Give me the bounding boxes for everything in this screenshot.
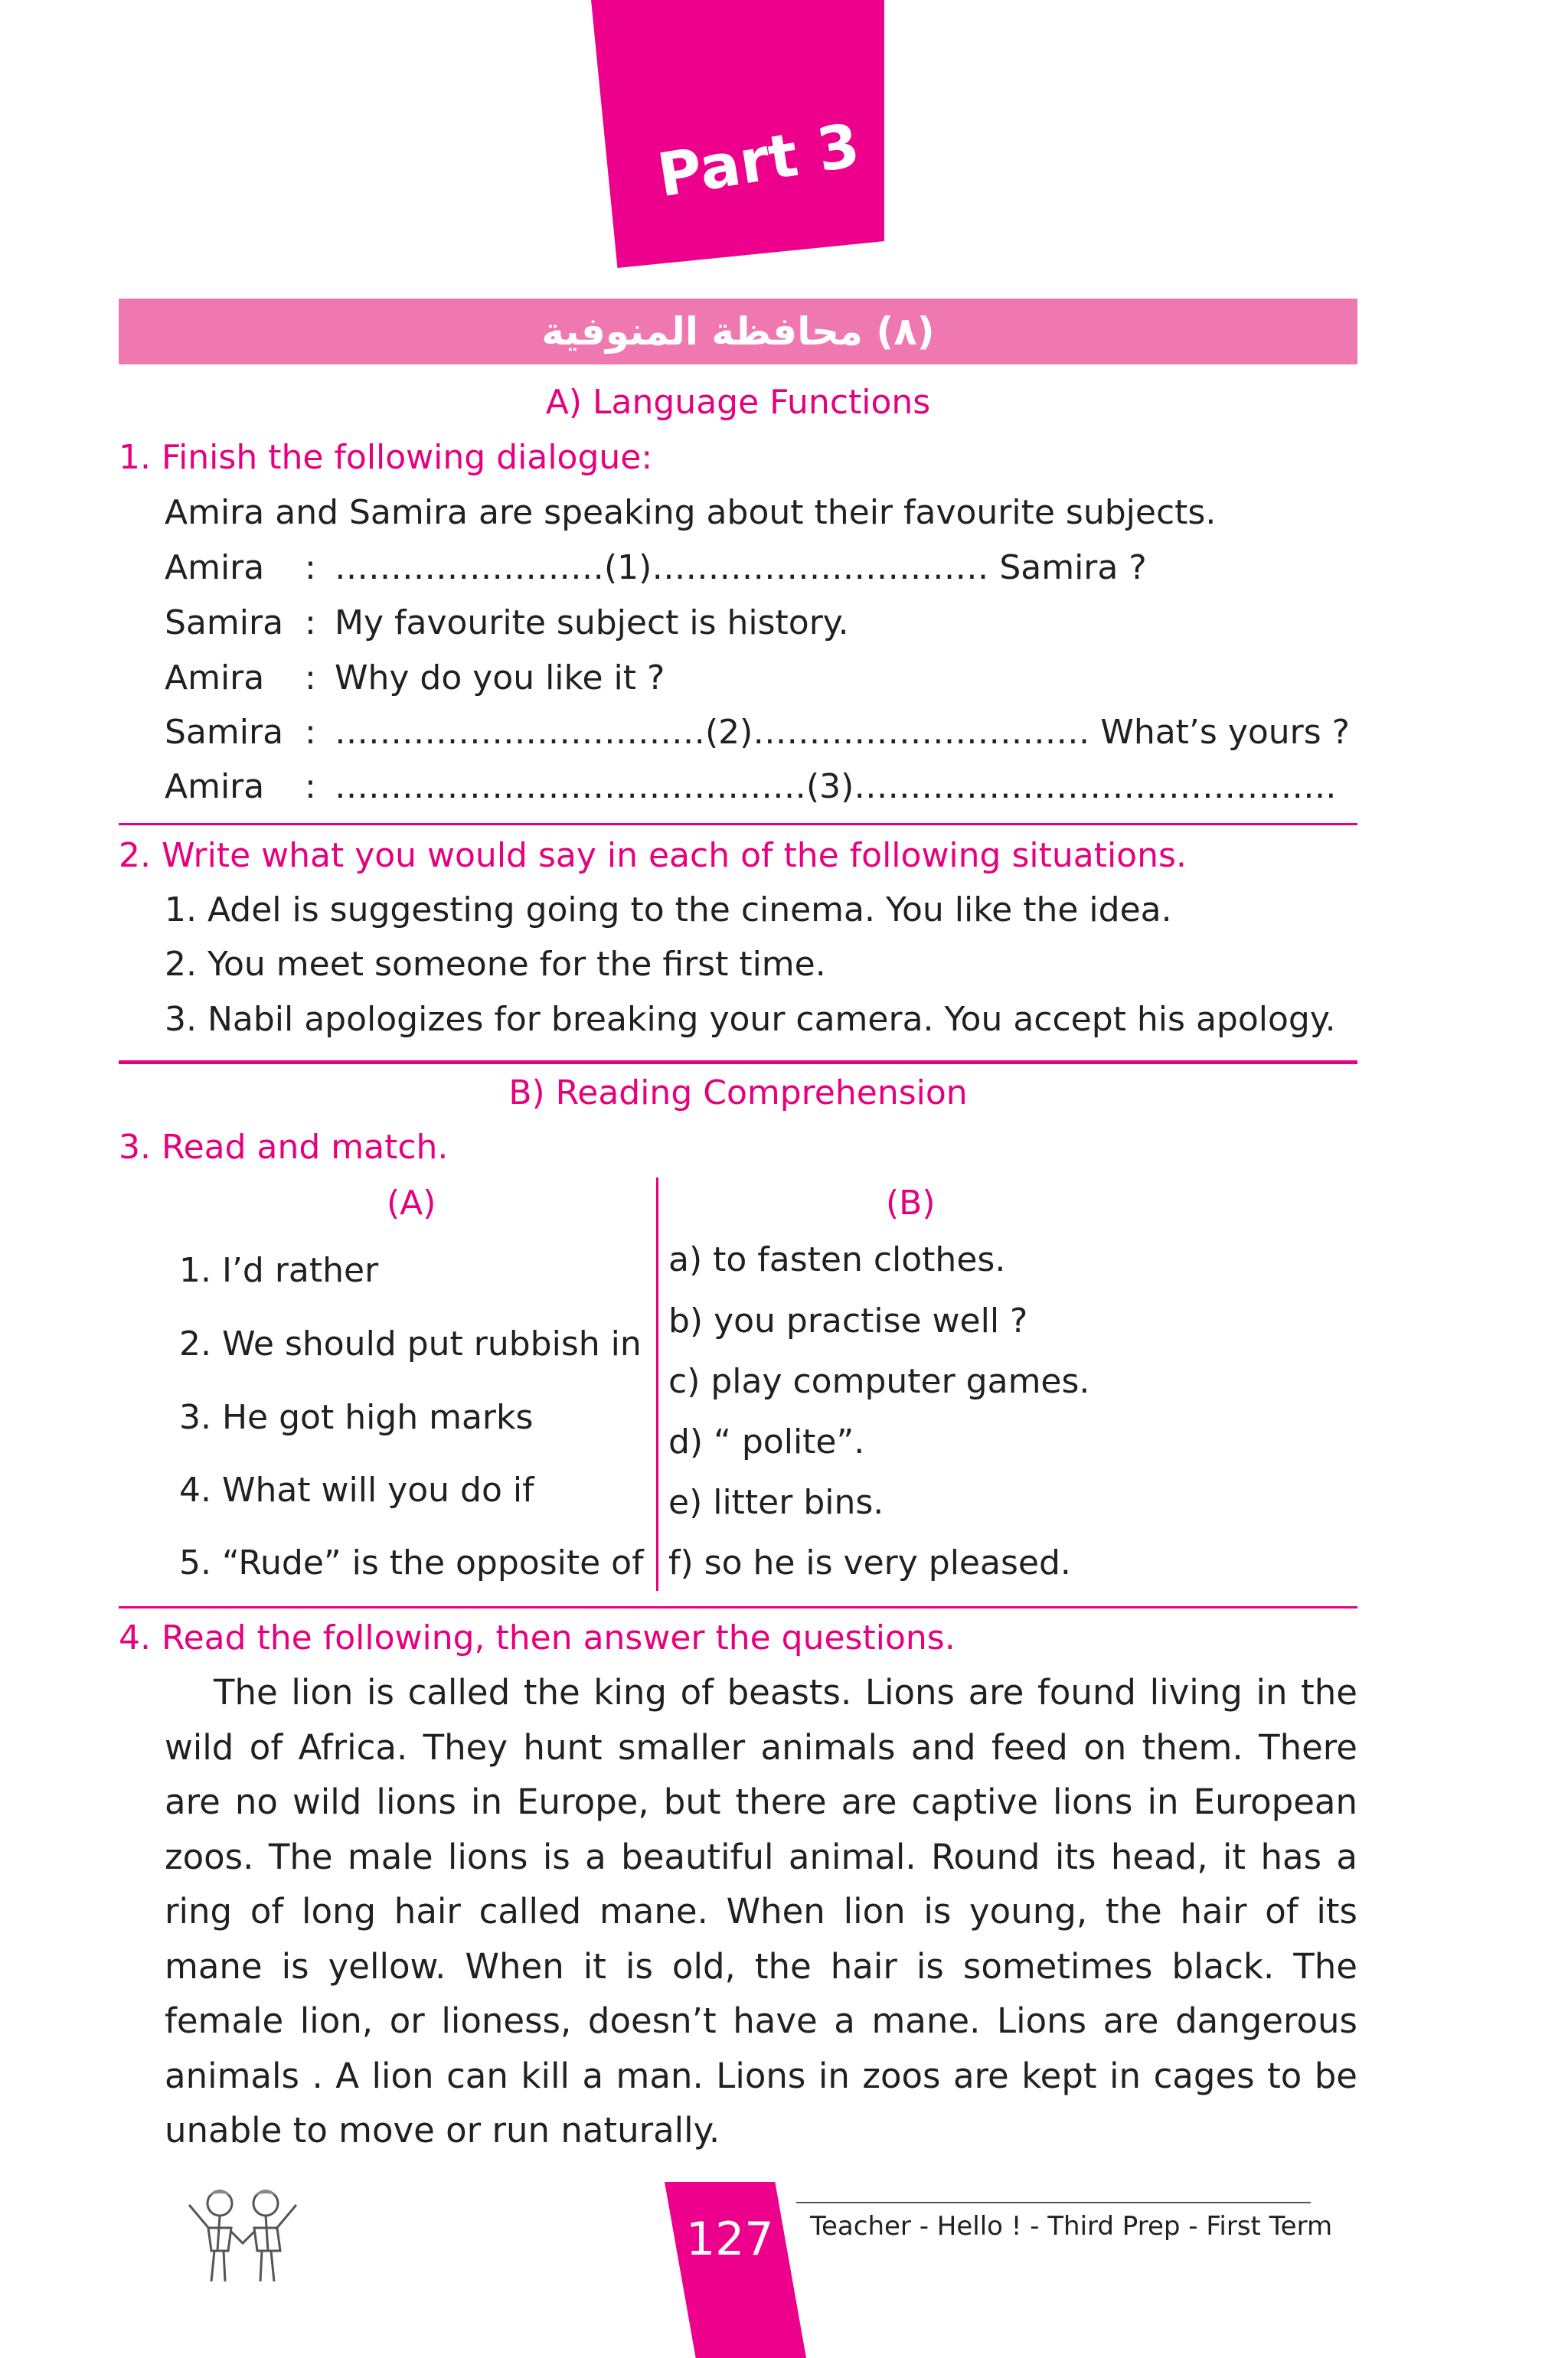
situation-item: 1. Adel is suggesting going to the cinema. You like the idea. — [165, 890, 1172, 929]
reading-passage — [165, 1665, 1357, 2158]
dialogue-line: Why do you like it ? — [335, 658, 665, 697]
question-4-heading: 4. Read the following, then answer the questions. — [119, 1618, 956, 1657]
dialogue-line: My favourite subject is history. — [335, 603, 849, 642]
dialogue-colon: : — [305, 548, 316, 587]
question-2-heading: 2. Write what you would say in each of the following situations. — [119, 836, 1187, 875]
dialogue-line: ……………………(1)………………………… Samira ? — [335, 548, 1147, 587]
divider — [119, 1060, 1357, 1064]
dialogue-colon: : — [305, 767, 316, 806]
match-item-a: 5. “Rude” is the opposite of — [179, 1543, 644, 1582]
dialogue-colon: : — [305, 658, 316, 697]
dialogue-speaker: Samira — [165, 603, 284, 642]
dialogue-line: ……………………………(2)………………………… What’s yours ? — [335, 713, 1351, 752]
question-1-heading: 1. Finish the following dialogue: — [119, 438, 653, 477]
match-item-a: 4. What will you do if — [179, 1471, 534, 1510]
dialogue-colon: : — [305, 603, 316, 642]
divider — [119, 823, 1357, 825]
situation-item: 2. You meet someone for the first time. — [165, 945, 826, 984]
footer-divider — [796, 2202, 1311, 2203]
match-item-b: f) so he is very pleased. — [668, 1543, 1071, 1582]
column-b-header: (B) — [886, 1184, 936, 1223]
section-header-bar — [119, 299, 1357, 364]
match-item-a: 3. He got high marks — [179, 1398, 534, 1437]
section-a-title: A) Language Functions — [545, 383, 931, 422]
situation-item: 3. Nabil apologizes for breaking your camera. You accept his apology. — [165, 1000, 1336, 1039]
match-item-b: d) “ polite”. — [668, 1422, 865, 1462]
match-item-b: e) litter bins. — [668, 1483, 884, 1522]
column-a-header: (A) — [387, 1184, 436, 1223]
dialogue-colon: : — [305, 713, 316, 752]
divider — [119, 1606, 1357, 1608]
page-number-tab — [665, 2182, 806, 2358]
section-b-title: B) Reading Comprehension — [508, 1073, 968, 1112]
page-number: 127 — [686, 2213, 774, 2266]
match-item-b: a) to fasten clothes. — [668, 1240, 1006, 1279]
part-title: Part 3 — [652, 111, 864, 211]
dialogue-speaker: Samira — [165, 713, 284, 752]
match-item-b: b) you practise well ? — [668, 1301, 1028, 1341]
dialogue-speaker: Amira — [165, 767, 265, 806]
column-divider — [656, 1177, 658, 1591]
match-item-b: c) play computer games. — [668, 1362, 1090, 1401]
dialogue-speaker: Amira — [165, 658, 265, 697]
match-item-a: 1. I’d rather — [179, 1251, 379, 1290]
question-3-heading: 3. Read and match. — [119, 1128, 449, 1167]
match-item-a: 2. We should put rubbish in — [179, 1324, 642, 1364]
dialogue-line: ……………………………………(3)……………………………………. — [335, 767, 1337, 806]
children-illustration-icon — [178, 2174, 308, 2289]
book-title: Teacher - Hello ! - Third Prep - First Term — [810, 2211, 1333, 2242]
dialogue-intro: Amira and Samira are speaking about their favourite subjects. — [165, 493, 1217, 532]
governorate-title: (٨) محافظة المنوفية — [541, 309, 935, 354]
passage-text: The lion is called the king of beasts. Lions are found living in the wild of Africa. They hunt smaller animals and feed on them. There are no wild lions in Europe, but there are captive lions in European zoos. The male lions is a beautiful animal. Round its head, it has a ring of long hair called mane. When lion is young, the hair of its mane is yellow. When it is old, the hair is sometimes black. The female lion, or lioness, doesn’t have a mane. Lions are dangerous animals . A lion can kill a man. Lions in zoos are kept in cages to be unable to move or run naturally. — [165, 1672, 1357, 2151]
dialogue-speaker: Amira — [165, 548, 265, 587]
